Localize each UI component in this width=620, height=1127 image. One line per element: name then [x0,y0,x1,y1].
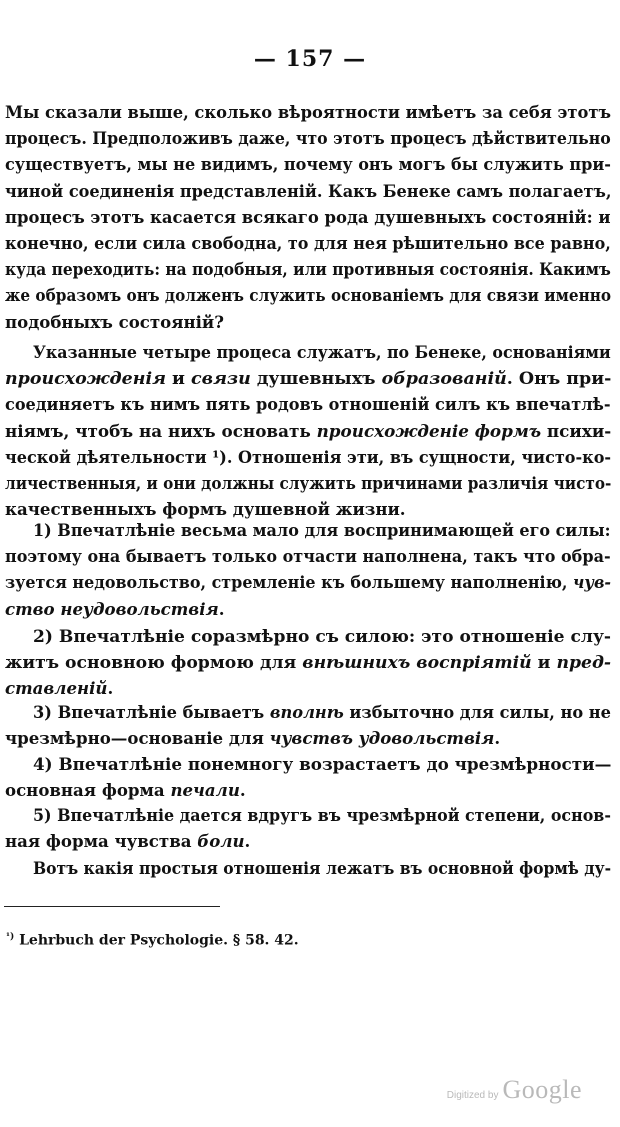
text-line: ная форма чувства боли. [5,831,251,852]
text-line: ческой дѣятельности ¹). Отношенія эти, въ сущности, чисто-ко- [5,446,612,467]
text-line: Мы сказали выше, сколько вѣроятности имѣетъ за себя этотъ [5,102,612,122]
text-line: куда переходить: на подобныя, или противныя состоянія. Какимъ [5,259,611,280]
text-line: 1) Впечатлѣніе весьма мало для воспринимающей его силы: [33,520,611,540]
text-line: существуетъ, мы не видимъ, почему онъ могъ бы служить при- [5,154,611,175]
text-line: 3) Впечатлѣніе бываетъ вполнѣ избыточно для силы, но не [33,702,611,722]
text-line: 2) Впечатлѣніе соразмѣрно съ силою: это отношеніе слу- [33,626,612,646]
text-line: Вотъ какія простыя отношенія лежатъ въ основной формѣ ду- [33,858,612,878]
text-line: зуется недовольство, стремленіе къ большему наполненію, чув- [5,572,612,593]
digitized-watermark [447,1075,582,1105]
text-line: ство неудовольствія. [5,598,225,619]
text-line: 5) Впечатлѣніе дается вдругъ въ чрезмѣрной степени, основ- [33,805,611,825]
footnote [6,932,299,949]
text-line: качественныхъ формъ душевной жизни. [5,499,406,520]
text-line: ставленій. [5,678,114,699]
text-line: подобныхъ состояній? [5,311,224,332]
text-line: личественныя, и они должны служить причинами различія чисто- [5,473,612,493]
text-line: Указанные четыре процеса служатъ, по Бенеке, основаніями [33,342,611,362]
text-line: ніямъ, чтобъ на нихъ основать происхожденіе формъ психи- [5,420,612,441]
text-line: процесъ этотъ касается всякаго рода душевныхъ состояній: и [5,206,611,227]
text-line: основная форма печали. [5,780,246,801]
text-line: поэтому она бываетъ только отчасти наполнена, такъ что обра- [5,546,611,567]
text-line: 4) Впечатлѣніе понемногу возрастаетъ до чрезмѣрности— [33,754,612,774]
watermark-prefix: Digitized by [446,1090,499,1101]
text-line: соединяетъ къ нимъ пять родовъ отношеній силъ къ впечатлѣ- [5,394,611,415]
footnote-text: Lehrbuch der Psychologie. § 58. 42. [19,932,299,949]
footnote-rule [4,906,220,907]
text-line: чиной соединенія представленій. Какъ Бенеке самъ полагаетъ, [5,180,612,201]
page-number: — 157 — [253,46,367,72]
text-line: конечно, если сила свободна, то для нея рѣшительно все равно, [5,233,611,253]
text-line: же образомъ онъ долженъ служить основаніемъ для связи именно [5,285,612,306]
footnote-marker: ¹) [6,932,15,942]
watermark-brand: Google [502,1075,582,1104]
text-line: чрезмѣрно—основаніе для чувствъ удовольствія. [5,728,501,749]
text-line: происхожденія и связи душевныхъ образованій. Онъ при- [5,368,612,389]
text-line: житъ основною формою для внѣшнихъ воспріятій и пред- [5,652,612,673]
text-line: процесъ. Предположивъ даже, что этотъ процесъ дѣйствительно [5,128,611,149]
